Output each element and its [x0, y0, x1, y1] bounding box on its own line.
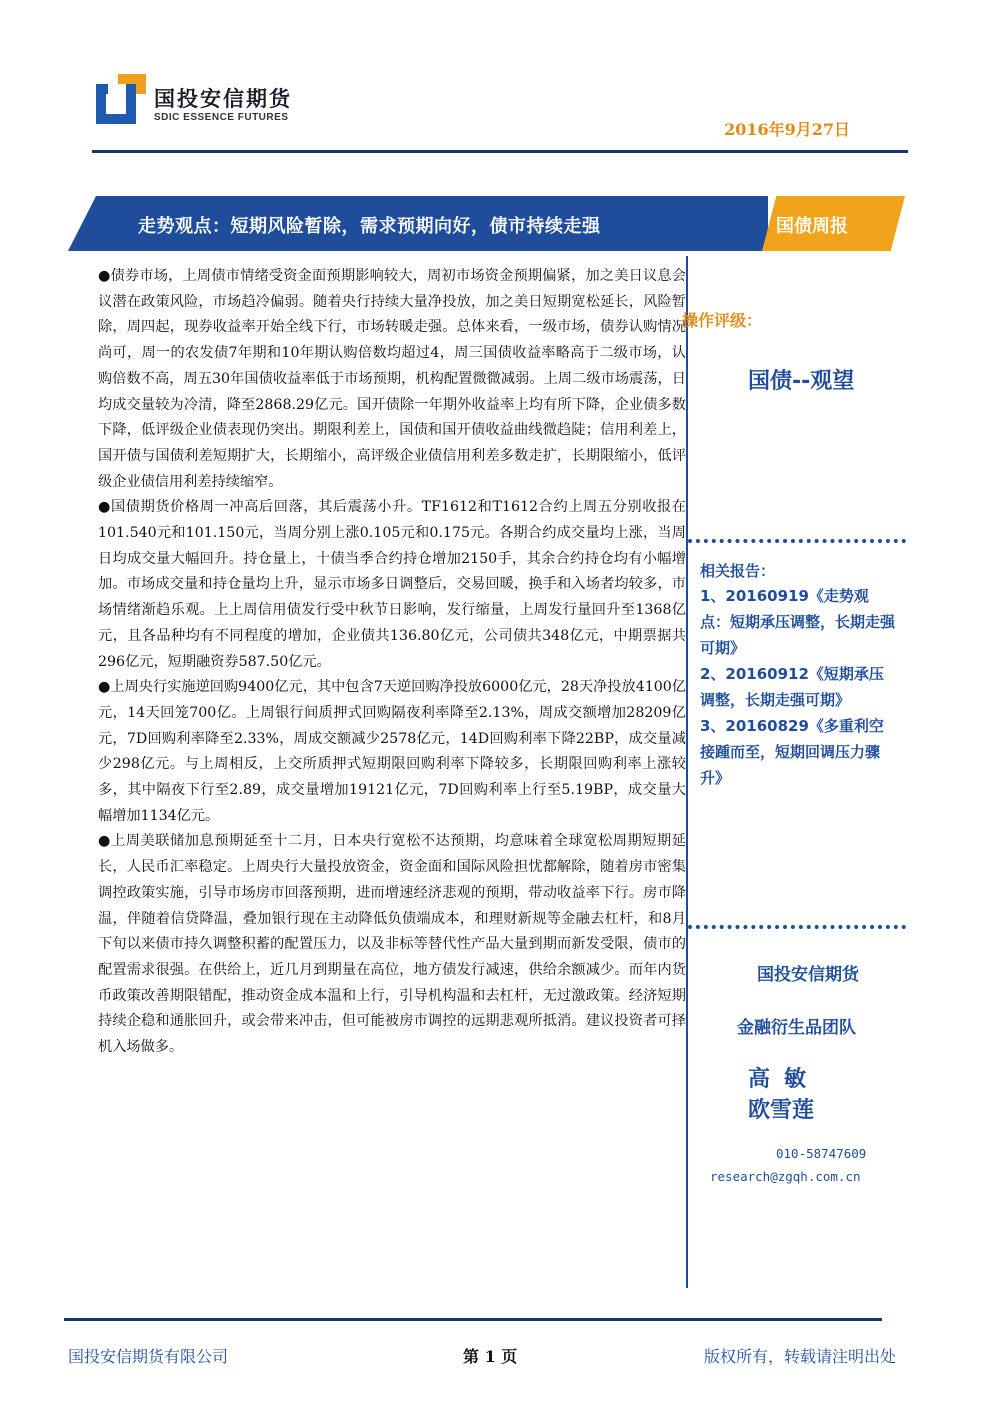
related-report-item[interactable]: 1、20160919《走势观点：短期承压调整，长期走强可期》	[700, 587, 896, 657]
body-paragraph-money-market: ●上周央行实施逆回购9400亿元，其中包含7天逆回购净投放6000亿元，28天净投放4100亿元，14天回笼700亿。上周银行间质押式回购隔夜利率降至2.13%，周成交额增加28209亿元，7D回购利率降至2.33%，周成交额减少2578亿元，14D回购利率下降22BP，成交量减少298亿元。与上周相反，上交所质押式短期限回购利率下降较多，长期限回购利率上涨较多，其中隔夜下行至2.89，成交量增加19121亿元，7D回购利率上行至5.19BP，成交量大幅增加1134亿元。	[98, 679, 686, 824]
rating-value: 国债--观望	[748, 369, 855, 394]
company-logo	[96, 74, 306, 130]
body-paragraph-outlook: ●上周美联储加息预期延至十二月，日本央行宽松不达预期，均意味着全球宽松周期短期延长，人民币汇率稳定。上周央行大量投放资金，资金面和国际风险担忧都解除，随着房市密集调控政策实施，引导市场房市回落预期，进而增速经济悲观的预期，带动收益率下行。房市降温，伴随着信贷降温，叠加银行现在主动降低负债端成本，和理财新规等金融去杠杆，和8月下旬以来债市持久调整积蓄的配置压力，以及非标等替代性产品大量到期而新发受限，债市的配置需求很强。在供给上，近几月到期量在高位，地方债发行减速，供给余额减少。而年内货币政策改善期限错配，推动资金成本温和上行，引导机构温和去杠杆，无过激政策。经济短期持续企稳和通胀回升，或会带来冲击，但可能被房市调控的远期悲观所抵消。建议投资者可择机入场做多。	[98, 833, 686, 1056]
rating-label: 操作评级：	[682, 311, 763, 330]
contact-email[interactable]: research@zgqh.com.cn	[710, 1169, 861, 1184]
author-name: 欧雪莲	[748, 1098, 815, 1123]
footer-company: 国投安信期货有限公司	[68, 1347, 229, 1366]
logo-chinese-name: 国投安信期货	[154, 87, 292, 111]
report-body	[98, 264, 686, 1061]
report-title: 走势观点：短期风险暂除，需求预期向好，债市持续走强	[138, 216, 601, 237]
body-paragraph-bond-market: ●债券市场，上周债市情绪受资金面预期影响较大，周初市场资金预期偏紧，加之美日议息会议潜在政策风险，市场趋冷偏弱。随着央行持续大量净投放，加之美日短期宽松延长，风险暂除，周四起，现券收益率开始全线下行，市场转暖走强。总体来看，一级市场，债券认购情况尚可，周一的农发债7年期和10年期认购倍数均超过4，周三国债收益率略高于二级市场，认购倍数不高，周五30年国债收益率低于市场预期，机构配置微微减弱。上周二级市场震荡，日均成交量较为冷清，降至2868.29亿元。国开债除一年期外收益率上均有所下降，企业债多数下降，低评级企业债表现仍突出。期限利差上，国债和国开债收益曲线微趋陡；信用利差上，国开债与国债利差短期扩大，长期缩小，高评级企业债信用利差多数走扩，长期限缩小，低评级企业债信用利差持续缩窄。	[98, 268, 686, 490]
sidebar-team-name: 金融衍生品团队	[737, 1018, 856, 1038]
logo-mark-icon	[96, 74, 146, 126]
report-date: 2016年9月27日	[724, 120, 850, 139]
header-divider	[92, 150, 908, 153]
related-report-item[interactable]: 2、20160912《短期承压调整，长期走强可期》	[700, 665, 884, 709]
footer-divider	[64, 1318, 882, 1321]
sidebar-dotted-divider	[688, 925, 906, 929]
logo-english-name: SDIC ESSENCE FUTURES	[154, 112, 289, 123]
sidebar-dotted-divider	[688, 539, 906, 543]
related-reports-list	[700, 583, 896, 791]
footer-copyright: 版权所有，转载请注明出处	[704, 1347, 897, 1366]
author-name: 高敏	[748, 1067, 821, 1092]
column-divider	[686, 256, 688, 1288]
related-report-item[interactable]: 3、20160829《多重利空接踵而至，短期回调压力骤升》	[700, 717, 884, 787]
page-number: 第 1 页	[463, 1347, 518, 1366]
related-reports-title: 相关报告：	[700, 562, 776, 580]
contact-phone: 010-58747609	[776, 1146, 867, 1161]
body-paragraph-futures: ●国债期货价格周一冲高后回落，其后震荡小升。TF1612和T1612合约上周五分别收报在101.540元和101.150元，当周分别上涨0.105元和0.175元。各期合约成交量均上涨，当周日均成交量大幅回升。持仓量上，十债当季合约持仓增加2150手，其余合约持仓均有小幅增加。市场成交量和持仓量均上升，显示市场多日调整后，交易回暖，换手和入场者均较多，市场情绪渐趋乐观。上上周信用债发行受中秋节日影响，发行缩量，上周发行量回升至1368亿元，且各品种均有不同程度的增加，企业债共136.80亿元，公司债共348亿元，中期票据共296亿元，短期融资券587.50亿元。	[98, 499, 686, 670]
sidebar-company-name: 国投安信期货	[757, 965, 859, 985]
report-type-label: 国债周报	[776, 216, 848, 237]
